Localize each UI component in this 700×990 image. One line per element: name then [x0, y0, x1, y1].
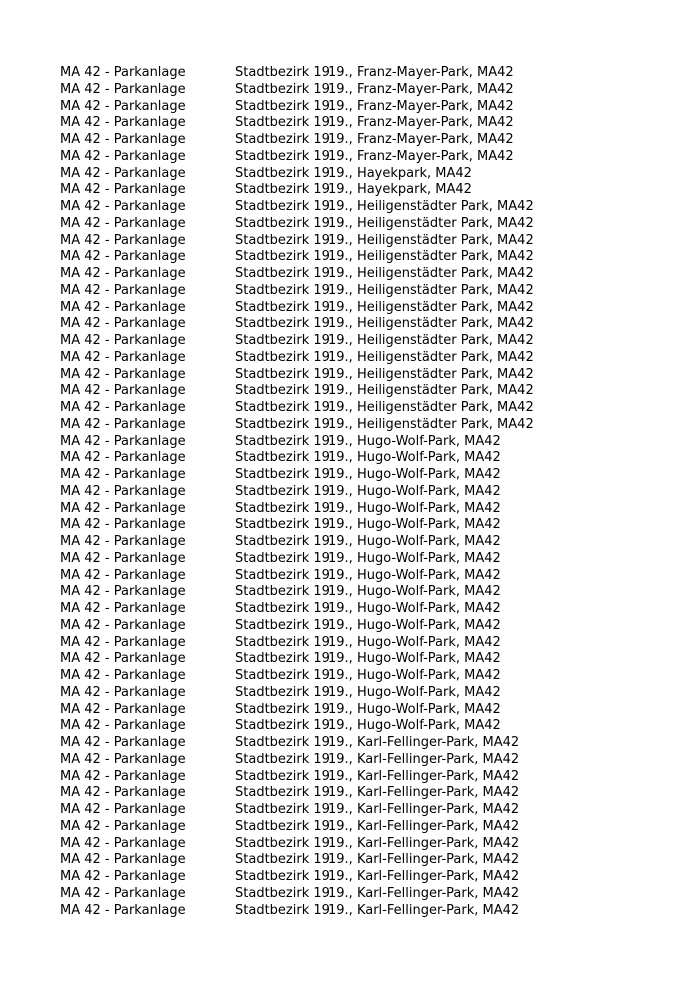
- cell-district: Stadtbezirk 19: [235, 483, 330, 499]
- table-row: [60, 517, 680, 534]
- cell-park-name: 19., Heiligenstädter Park, MA42: [328, 232, 534, 248]
- table-row: [60, 367, 680, 384]
- table-row: [60, 283, 680, 300]
- cell-park-name: 19., Heiligenstädter Park, MA42: [328, 316, 534, 332]
- cell-district: Stadtbezirk 19: [235, 232, 330, 248]
- cell-park-name: 19., Hugo-Wolf-Park, MA42: [328, 567, 501, 583]
- cell-district: Stadtbezirk 19: [235, 450, 330, 466]
- cell-type: MA 42 - Parkanlage: [60, 517, 186, 533]
- table-row: [60, 350, 680, 367]
- cell-park-name: 19., Franz-Mayer-Park, MA42: [328, 98, 514, 114]
- cell-district: Stadtbezirk 19: [235, 835, 330, 851]
- table-row: [60, 584, 680, 601]
- cell-park-name: 19., Hugo-Wolf-Park, MA42: [328, 634, 501, 650]
- table-row: [60, 166, 680, 183]
- cell-type: MA 42 - Parkanlage: [60, 818, 186, 834]
- cell-district: Stadtbezirk 19: [235, 115, 330, 131]
- table-row: [60, 903, 680, 920]
- cell-park-name: 19., Karl-Fellinger-Park, MA42: [328, 751, 520, 767]
- cell-park-name: 19., Franz-Mayer-Park, MA42: [328, 81, 514, 97]
- cell-park-name: 19., Franz-Mayer-Park, MA42: [328, 65, 514, 80]
- cell-type: MA 42 - Parkanlage: [60, 215, 186, 231]
- cell-park-name: 19., Heiligenstädter Park, MA42: [328, 282, 534, 298]
- cell-type: MA 42 - Parkanlage: [60, 668, 186, 683]
- table-row: [60, 551, 680, 568]
- cell-type: MA 42 - Parkanlage: [60, 349, 186, 365]
- cell-type: MA 42 - Parkanlage: [60, 601, 186, 616]
- cell-park-name: 19., Karl-Fellinger-Park, MA42: [328, 869, 520, 884]
- cell-park-name: 19., Hugo-Wolf-Park, MA42: [328, 668, 501, 683]
- cell-district: Stadtbezirk 19: [235, 751, 330, 767]
- cell-type: MA 42 - Parkanlage: [60, 232, 186, 248]
- cell-district: Stadtbezirk 19: [235, 249, 330, 265]
- cell-park-name: 19., Heiligenstädter Park, MA42: [328, 299, 534, 315]
- cell-park-name: 19., Heiligenstädter Park, MA42: [328, 266, 534, 281]
- cell-park-name: 19., Karl-Fellinger-Park, MA42: [328, 835, 520, 851]
- cell-park-name: 19., Hugo-Wolf-Park, MA42: [328, 584, 501, 600]
- cell-type: MA 42 - Parkanlage: [60, 199, 186, 214]
- cell-type: MA 42 - Parkanlage: [60, 902, 186, 918]
- cell-district: Stadtbezirk 19: [235, 852, 330, 868]
- cell-district: Stadtbezirk 19: [235, 165, 330, 181]
- table-row: [60, 450, 680, 467]
- table-row: [60, 400, 680, 417]
- cell-district: Stadtbezirk 19: [235, 333, 330, 348]
- cell-type: MA 42 - Parkanlage: [60, 835, 186, 851]
- cell-park-name: 19., Karl-Fellinger-Park, MA42: [328, 802, 520, 817]
- table-row: [60, 735, 680, 752]
- cell-district: Stadtbezirk 19: [235, 132, 330, 147]
- cell-park-name: 19., Hugo-Wolf-Park, MA42: [328, 617, 501, 633]
- table-row: [60, 383, 680, 400]
- cell-type: MA 42 - Parkanlage: [60, 467, 186, 482]
- table-row: [60, 82, 680, 99]
- table-row: [60, 618, 680, 635]
- cell-type: MA 42 - Parkanlage: [60, 115, 186, 131]
- cell-district: Stadtbezirk 19: [235, 366, 330, 382]
- table-row: [60, 769, 680, 786]
- cell-district: Stadtbezirk 19: [235, 299, 330, 315]
- cell-park-name: 19., Heiligenstädter Park, MA42: [328, 383, 534, 399]
- cell-type: MA 42 - Parkanlage: [60, 483, 186, 499]
- table-row: [60, 233, 680, 250]
- cell-type: MA 42 - Parkanlage: [60, 299, 186, 315]
- cell-district: Stadtbezirk 19: [235, 467, 330, 482]
- cell-park-name: 19., Heiligenstädter Park, MA42: [328, 333, 534, 348]
- table-row: [60, 635, 680, 652]
- cell-park-name: 19., Karl-Fellinger-Park, MA42: [328, 818, 520, 834]
- cell-district: Stadtbezirk 19: [235, 668, 330, 683]
- table-row: [60, 852, 680, 869]
- cell-park-name: 19., Hugo-Wolf-Park, MA42: [328, 467, 501, 482]
- cell-type: MA 42 - Parkanlage: [60, 584, 186, 600]
- cell-district: Stadtbezirk 19: [235, 802, 330, 817]
- table-row: [60, 216, 680, 233]
- cell-type: MA 42 - Parkanlage: [60, 735, 186, 750]
- cell-park-name: 19., Heiligenstädter Park, MA42: [328, 349, 534, 365]
- cell-type: MA 42 - Parkanlage: [60, 450, 186, 466]
- table-row: [60, 333, 680, 350]
- cell-district: Stadtbezirk 19: [235, 785, 330, 801]
- table-row: [60, 417, 680, 434]
- cell-park-name: 19., Hugo-Wolf-Park, MA42: [328, 701, 501, 717]
- cell-park-name: 19., Hayekpark, MA42: [328, 182, 472, 198]
- table-row: [60, 65, 680, 82]
- cell-district: Stadtbezirk 19: [235, 718, 330, 734]
- cell-park-name: 19., Franz-Mayer-Park, MA42: [328, 115, 514, 131]
- table-row: [60, 132, 680, 149]
- cell-park-name: 19., Karl-Fellinger-Park, MA42: [328, 885, 520, 901]
- cell-park-name: 19., Hugo-Wolf-Park, MA42: [328, 684, 501, 700]
- cell-type: MA 42 - Parkanlage: [60, 266, 186, 281]
- cell-type: MA 42 - Parkanlage: [60, 802, 186, 817]
- cell-district: Stadtbezirk 19: [235, 316, 330, 332]
- table-row: [60, 819, 680, 836]
- cell-park-name: 19., Heiligenstädter Park, MA42: [328, 366, 534, 382]
- table-row: [60, 752, 680, 769]
- cell-park-name: 19., Hugo-Wolf-Park, MA42: [328, 651, 501, 667]
- cell-park-name: 19., Karl-Fellinger-Park, MA42: [328, 852, 520, 868]
- cell-district: Stadtbezirk 19: [235, 617, 330, 633]
- cell-type: MA 42 - Parkanlage: [60, 768, 186, 784]
- cell-type: MA 42 - Parkanlage: [60, 416, 186, 432]
- cell-district: Stadtbezirk 19: [235, 768, 330, 784]
- cell-type: MA 42 - Parkanlage: [60, 701, 186, 717]
- cell-park-name: 19., Hayekpark, MA42: [328, 165, 472, 181]
- cell-district: Stadtbezirk 19: [235, 400, 330, 415]
- cell-district: Stadtbezirk 19: [235, 601, 330, 616]
- cell-district: Stadtbezirk 19: [235, 182, 330, 198]
- cell-park-name: 19., Heiligenstädter Park, MA42: [328, 215, 534, 231]
- table-row: [60, 651, 680, 668]
- cell-type: MA 42 - Parkanlage: [60, 165, 186, 181]
- table-row: [60, 601, 680, 618]
- table-row: [60, 249, 680, 266]
- cell-type: MA 42 - Parkanlage: [60, 433, 186, 449]
- cell-district: Stadtbezirk 19: [235, 215, 330, 231]
- cell-park-name: 19., Franz-Mayer-Park, MA42: [328, 132, 514, 147]
- table-row: [60, 149, 680, 166]
- cell-park-name: 19., Heiligenstädter Park, MA42: [328, 400, 534, 415]
- table-row: [60, 115, 680, 132]
- cell-type: MA 42 - Parkanlage: [60, 500, 186, 516]
- cell-type: MA 42 - Parkanlage: [60, 718, 186, 734]
- table-row: [60, 668, 680, 685]
- cell-district: Stadtbezirk 19: [235, 266, 330, 281]
- cell-district: Stadtbezirk 19: [235, 584, 330, 600]
- cell-district: Stadtbezirk 19: [235, 148, 330, 164]
- cell-type: MA 42 - Parkanlage: [60, 366, 186, 382]
- table-row: [60, 869, 680, 886]
- cell-type: MA 42 - Parkanlage: [60, 98, 186, 114]
- cell-type: MA 42 - Parkanlage: [60, 383, 186, 399]
- cell-park-name: 19., Karl-Fellinger-Park, MA42: [328, 785, 520, 801]
- cell-district: Stadtbezirk 19: [235, 81, 330, 97]
- cell-park-name: 19., Hugo-Wolf-Park, MA42: [328, 550, 501, 566]
- table-row: [60, 785, 680, 802]
- cell-park-name: 19., Karl-Fellinger-Park, MA42: [328, 902, 520, 918]
- cell-type: MA 42 - Parkanlage: [60, 400, 186, 415]
- table-row: [60, 99, 680, 116]
- table-row: [60, 685, 680, 702]
- cell-district: Stadtbezirk 19: [235, 634, 330, 650]
- cell-park-name: 19., Heiligenstädter Park, MA42: [328, 416, 534, 432]
- table-row: [60, 182, 680, 199]
- cell-district: Stadtbezirk 19: [235, 684, 330, 700]
- table-row: [60, 501, 680, 518]
- cell-district: Stadtbezirk 19: [235, 869, 330, 884]
- cell-district: Stadtbezirk 19: [235, 735, 330, 750]
- cell-type: MA 42 - Parkanlage: [60, 148, 186, 164]
- table-row: [60, 484, 680, 501]
- cell-park-name: 19., Hugo-Wolf-Park, MA42: [328, 433, 501, 449]
- cell-type: MA 42 - Parkanlage: [60, 65, 186, 80]
- cell-type: MA 42 - Parkanlage: [60, 282, 186, 298]
- cell-type: MA 42 - Parkanlage: [60, 785, 186, 801]
- table-row: [60, 316, 680, 333]
- cell-district: Stadtbezirk 19: [235, 98, 330, 114]
- cell-district: Stadtbezirk 19: [235, 433, 330, 449]
- cell-district: Stadtbezirk 19: [235, 383, 330, 399]
- cell-type: MA 42 - Parkanlage: [60, 634, 186, 650]
- cell-park-name: 19., Hugo-Wolf-Park, MA42: [328, 601, 501, 616]
- cell-district: Stadtbezirk 19: [235, 567, 330, 583]
- cell-park-name: 19., Hugo-Wolf-Park, MA42: [328, 534, 501, 549]
- cell-district: Stadtbezirk 19: [235, 65, 330, 80]
- cell-district: Stadtbezirk 19: [235, 534, 330, 549]
- cell-district: Stadtbezirk 19: [235, 902, 330, 918]
- cell-type: MA 42 - Parkanlage: [60, 852, 186, 868]
- cell-type: MA 42 - Parkanlage: [60, 869, 186, 884]
- cell-park-name: 19., Hugo-Wolf-Park, MA42: [328, 718, 501, 734]
- cell-park-name: 19., Hugo-Wolf-Park, MA42: [328, 483, 501, 499]
- cell-type: MA 42 - Parkanlage: [60, 316, 186, 332]
- table-row: [60, 434, 680, 451]
- cell-type: MA 42 - Parkanlage: [60, 567, 186, 583]
- cell-type: MA 42 - Parkanlage: [60, 885, 186, 901]
- cell-district: Stadtbezirk 19: [235, 651, 330, 667]
- table-row: [60, 802, 680, 819]
- cell-park-name: 19., Karl-Fellinger-Park, MA42: [328, 768, 520, 784]
- cell-district: Stadtbezirk 19: [235, 885, 330, 901]
- cell-park-name: 19., Heiligenstädter Park, MA42: [328, 249, 534, 265]
- cell-district: Stadtbezirk 19: [235, 500, 330, 516]
- cell-district: Stadtbezirk 19: [235, 282, 330, 298]
- cell-type: MA 42 - Parkanlage: [60, 617, 186, 633]
- table-row: [60, 266, 680, 283]
- cell-district: Stadtbezirk 19: [235, 416, 330, 432]
- cell-park-name: 19., Hugo-Wolf-Park, MA42: [328, 517, 501, 533]
- table-row: [60, 718, 680, 735]
- cell-type: MA 42 - Parkanlage: [60, 550, 186, 566]
- cell-type: MA 42 - Parkanlage: [60, 534, 186, 549]
- cell-park-name: 19., Franz-Mayer-Park, MA42: [328, 148, 514, 164]
- cell-type: MA 42 - Parkanlage: [60, 249, 186, 265]
- cell-district: Stadtbezirk 19: [235, 818, 330, 834]
- table-row: [60, 467, 680, 484]
- cell-district: Stadtbezirk 19: [235, 517, 330, 533]
- table-row: [60, 534, 680, 551]
- cell-district: Stadtbezirk 19: [235, 701, 330, 717]
- table-row: [60, 702, 680, 719]
- cell-type: MA 42 - Parkanlage: [60, 333, 186, 348]
- cell-park-name: 19., Karl-Fellinger-Park, MA42: [328, 735, 520, 750]
- cell-park-name: 19., Hugo-Wolf-Park, MA42: [328, 450, 501, 466]
- cell-type: MA 42 - Parkanlage: [60, 132, 186, 147]
- table-row: [60, 836, 680, 853]
- cell-type: MA 42 - Parkanlage: [60, 651, 186, 667]
- cell-district: Stadtbezirk 19: [235, 550, 330, 566]
- cell-district: Stadtbezirk 19: [235, 349, 330, 365]
- cell-type: MA 42 - Parkanlage: [60, 751, 186, 767]
- park-table: [60, 65, 680, 919]
- cell-park-name: 19., Heiligenstädter Park, MA42: [328, 199, 534, 214]
- cell-type: MA 42 - Parkanlage: [60, 684, 186, 700]
- cell-type: MA 42 - Parkanlage: [60, 81, 186, 97]
- cell-park-name: 19., Hugo-Wolf-Park, MA42: [328, 500, 501, 516]
- table-row: [60, 300, 680, 317]
- cell-district: Stadtbezirk 19: [235, 199, 330, 214]
- table-row: [60, 199, 680, 216]
- table-row: [60, 568, 680, 585]
- cell-type: MA 42 - Parkanlage: [60, 182, 186, 198]
- table-row: [60, 886, 680, 903]
